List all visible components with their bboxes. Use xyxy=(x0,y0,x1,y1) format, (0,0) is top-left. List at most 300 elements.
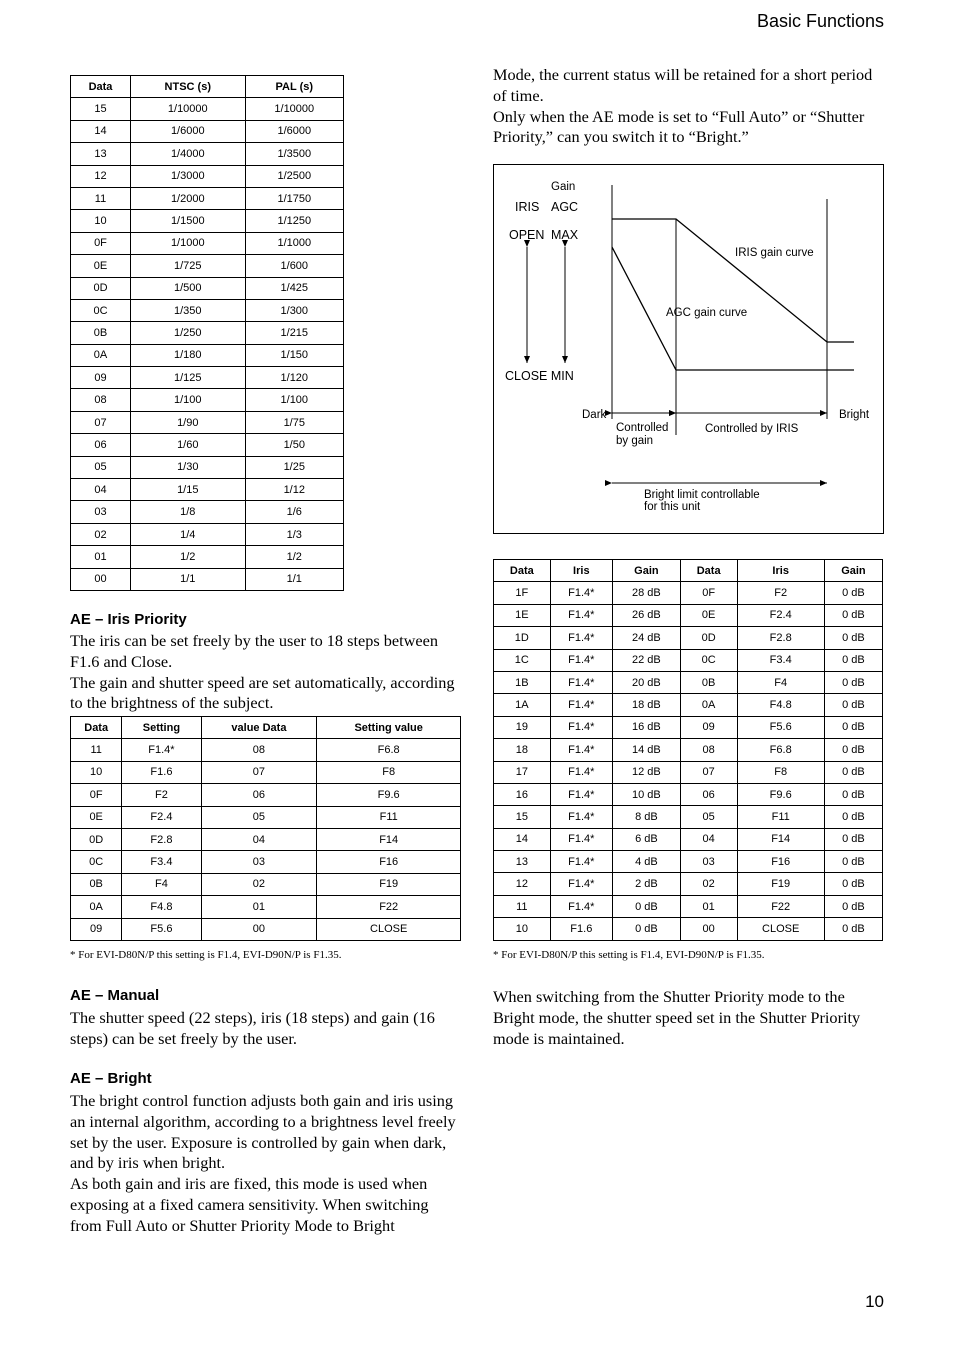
table-cell: 0D xyxy=(71,277,131,299)
column-header: Iris xyxy=(737,560,824,582)
table-cell: 14 xyxy=(71,120,131,142)
table-cell: 0F xyxy=(680,582,737,604)
table-cell: 04 xyxy=(201,828,317,850)
table-cell: 1F xyxy=(494,582,551,604)
table-row xyxy=(494,873,883,895)
table-cell: 1/100 xyxy=(245,389,343,411)
table-cell: 22 dB xyxy=(612,649,680,671)
table-row xyxy=(494,716,883,738)
table-cell: F14 xyxy=(317,828,461,850)
table-cell: 18 xyxy=(494,739,551,761)
table-cell: 0F xyxy=(71,784,122,806)
table-row xyxy=(71,165,344,187)
table-cell: 1/1 xyxy=(245,568,343,590)
table-cell: F8 xyxy=(317,761,461,783)
table-cell: F2.8 xyxy=(737,627,824,649)
table-cell: 08 xyxy=(71,389,131,411)
table-cell: 1/75 xyxy=(245,411,343,433)
column-header: Iris xyxy=(550,560,612,582)
table-cell: 16 xyxy=(494,783,551,805)
diagram-graphic xyxy=(494,165,885,535)
table-cell: 1/120 xyxy=(245,367,343,389)
table-cell: F9.6 xyxy=(317,784,461,806)
column-header: NTSC (s) xyxy=(130,76,245,98)
table-row xyxy=(71,873,461,895)
label-iris-curve: IRIS gain curve xyxy=(735,247,814,259)
table-cell: 0E xyxy=(680,604,737,626)
shutter-speed-table xyxy=(70,75,344,591)
table-cell: 0 dB xyxy=(824,828,882,850)
table-row xyxy=(71,828,461,850)
table-cell: 0B xyxy=(71,873,122,895)
table-cell: 0 dB xyxy=(824,873,882,895)
table-cell: 0E xyxy=(71,806,122,828)
table-cell: 04 xyxy=(680,828,737,850)
table-cell: F2.4 xyxy=(737,604,824,626)
table-cell: 0A xyxy=(71,896,122,918)
label-controlled-by-iris: Controlled by IRIS xyxy=(705,423,799,435)
table-cell: 1/25 xyxy=(245,456,343,478)
bright-mode-table xyxy=(493,559,883,941)
table-cell: 1/350 xyxy=(130,299,245,321)
table-cell: 02 xyxy=(680,873,737,895)
table-cell: 0 dB xyxy=(612,918,680,940)
table-cell: 02 xyxy=(201,873,317,895)
table-row xyxy=(71,255,344,277)
table-cell: 1/4 xyxy=(130,523,245,545)
table-row xyxy=(71,784,461,806)
table-cell: F1.4* xyxy=(550,761,612,783)
table-cell: 1/1250 xyxy=(245,210,343,232)
table-cell: F1.4* xyxy=(550,806,612,828)
iris-footnote: * For EVI-D80N/P this setting is F1.4, EVI-D90N/P is F1.35. xyxy=(70,949,342,961)
table-cell: 12 xyxy=(494,873,551,895)
table-cell: F16 xyxy=(317,851,461,873)
table-cell: 1/6 xyxy=(245,501,343,523)
table-cell: CLOSE xyxy=(737,918,824,940)
table-cell: 07 xyxy=(201,761,317,783)
table-cell: 11 xyxy=(494,895,551,917)
table-cell: 1C xyxy=(494,649,551,671)
table-cell: 20 dB xyxy=(612,671,680,693)
table-cell: F2 xyxy=(737,582,824,604)
table-cell: 6 dB xyxy=(612,828,680,850)
table-cell: 1/90 xyxy=(130,411,245,433)
table-row xyxy=(71,851,461,873)
table-cell: 1/50 xyxy=(245,434,343,456)
table-cell: 06 xyxy=(201,784,317,806)
table-cell: F1.6 xyxy=(550,918,612,940)
table-cell: 00 xyxy=(680,918,737,940)
table-cell: 00 xyxy=(201,918,317,940)
table-cell: F8 xyxy=(737,761,824,783)
table-row xyxy=(71,120,344,142)
table-cell: 1/2 xyxy=(130,546,245,568)
table-cell: 1/2500 xyxy=(245,165,343,187)
label-dark: Dark xyxy=(582,409,607,421)
table-cell: 1/300 xyxy=(245,299,343,321)
table-cell: 0 dB xyxy=(824,739,882,761)
table-cell: F16 xyxy=(737,851,824,873)
label-open: OPEN xyxy=(509,228,545,242)
table-cell: 1/4000 xyxy=(130,143,245,165)
table-cell: 0A xyxy=(71,344,131,366)
table-row xyxy=(71,367,344,389)
table-cell: 1/3000 xyxy=(130,165,245,187)
iris-gain-curve xyxy=(612,219,854,342)
table-row xyxy=(494,582,883,604)
table-cell: 09 xyxy=(680,716,737,738)
table-cell: F2 xyxy=(122,784,201,806)
table-cell: 11 xyxy=(71,739,122,761)
table-row xyxy=(71,411,344,433)
table-cell: F1.4* xyxy=(550,582,612,604)
table-cell: 0 dB xyxy=(824,851,882,873)
table-cell: 1/2 xyxy=(245,546,343,568)
table-cell: 0C xyxy=(71,299,131,321)
table-cell: F2.4 xyxy=(122,806,201,828)
table-cell: 08 xyxy=(680,739,737,761)
table-cell: 0 dB xyxy=(824,582,882,604)
table-row xyxy=(71,479,344,501)
table-cell: 15 xyxy=(494,806,551,828)
table-cell: 0F xyxy=(71,232,131,254)
table-cell: 07 xyxy=(71,411,131,433)
table-cell: F4 xyxy=(737,671,824,693)
table-cell: 1/3 xyxy=(245,523,343,545)
table-cell: 0 dB xyxy=(824,694,882,716)
table-cell: 0 dB xyxy=(824,604,882,626)
table-row xyxy=(494,649,883,671)
table-cell: F1.4* xyxy=(122,739,201,761)
table-row xyxy=(71,143,344,165)
column-header: Gain xyxy=(824,560,882,582)
table-cell: 08 xyxy=(201,739,317,761)
table-cell: 1D xyxy=(494,627,551,649)
label-agc-curve: AGC gain curve xyxy=(666,307,748,319)
table-cell: 0E xyxy=(71,255,131,277)
table-cell: F1.4* xyxy=(550,649,612,671)
table-cell: F1.4* xyxy=(550,604,612,626)
table-row xyxy=(71,434,344,456)
label-controlled-by-gain-2: by gain xyxy=(616,435,654,447)
table-row xyxy=(71,344,344,366)
table-cell: 0A xyxy=(680,694,737,716)
table-cell: 06 xyxy=(71,434,131,456)
table-cell: 18 dB xyxy=(612,694,680,716)
table-cell: F1.4* xyxy=(550,739,612,761)
table-row xyxy=(71,389,344,411)
table-cell: 1/6000 xyxy=(130,120,245,142)
table-cell: 1/10000 xyxy=(130,98,245,120)
label-bright: Bright xyxy=(839,409,870,421)
table-cell: F2.8 xyxy=(122,828,201,850)
paragraph: As both gain and iris are fixed, this mode is used when exposing at a fixed camera sensitivity. When switching from Full Auto or Shutter Priority Mode to Bright xyxy=(70,1174,429,1235)
table-cell: 1/250 xyxy=(130,322,245,344)
page-header: Basic Functions xyxy=(756,11,884,31)
table-cell: 19 xyxy=(494,716,551,738)
bright-control-diagram xyxy=(493,164,884,534)
table-cell: 1/6000 xyxy=(245,120,343,142)
table-cell: 14 xyxy=(494,828,551,850)
label-close-min: CLOSE MIN xyxy=(505,369,574,383)
table-cell: 01 xyxy=(71,546,131,568)
table-row xyxy=(71,98,344,120)
table-cell: 1/150 xyxy=(245,344,343,366)
table-row xyxy=(71,739,461,761)
column-header: Gain xyxy=(612,560,680,582)
table-cell: 04 xyxy=(71,479,131,501)
table-header-row xyxy=(71,717,461,739)
table-cell: 0C xyxy=(680,649,737,671)
table-cell: 12 xyxy=(71,165,131,187)
table-cell: 28 dB xyxy=(612,582,680,604)
table-cell: F19 xyxy=(317,873,461,895)
table-cell: 15 xyxy=(71,98,131,120)
table-cell: F1.4* xyxy=(550,671,612,693)
table-cell: 1/1000 xyxy=(245,232,343,254)
table-row xyxy=(71,232,344,254)
paragraph: Only when the AE mode is set to “Full Auto” or “Shutter Priority,” can you switch it to “Bright.” xyxy=(493,106,865,147)
table-cell: 0 dB xyxy=(824,783,882,805)
table-row xyxy=(494,828,883,850)
table-cell: 1/12 xyxy=(245,479,343,501)
table-cell: 1/425 xyxy=(245,277,343,299)
table-cell: 13 xyxy=(71,143,131,165)
bright-footnote: * For EVI-D80N/P this setting is F1.4, EVI-D90N/P is F1.35. xyxy=(493,949,765,961)
table-cell: 0 dB xyxy=(824,649,882,671)
table-cell: 12 dB xyxy=(612,761,680,783)
table-cell: 11 xyxy=(71,187,131,209)
label-max: MAX xyxy=(551,228,579,242)
table-cell: F1.4* xyxy=(550,828,612,850)
closing-text xyxy=(493,987,885,1049)
table-row xyxy=(71,187,344,209)
table-cell: 1/1000 xyxy=(130,232,245,254)
table-cell: F1.6 xyxy=(122,761,201,783)
table-cell: 00 xyxy=(71,568,131,590)
column-header: Setting xyxy=(122,717,201,739)
table-cell: F3.4 xyxy=(122,851,201,873)
table-cell: 05 xyxy=(201,806,317,828)
label-bright-limit-2: for this unit xyxy=(644,501,701,513)
table-cell: 1/10000 xyxy=(245,98,343,120)
table-cell: F5.6 xyxy=(737,716,824,738)
table-cell: F5.6 xyxy=(122,918,201,940)
manual-heading: AE – Manual xyxy=(70,987,160,1004)
table-cell: 01 xyxy=(680,895,737,917)
table-cell: 0 dB xyxy=(824,716,882,738)
table-cell: 1B xyxy=(494,671,551,693)
table-cell: F1.4* xyxy=(550,895,612,917)
column-header: value Data xyxy=(201,717,317,739)
label-agc: AGC xyxy=(551,200,579,214)
table-cell: 1/500 xyxy=(130,277,245,299)
table-cell: F11 xyxy=(737,806,824,828)
column-header: Setting value xyxy=(317,717,461,739)
table-row xyxy=(71,299,344,321)
paragraph: The gain and shutter speed are set automatically, according to the brightness of the subject. xyxy=(70,672,455,713)
table-cell: F1.4* xyxy=(550,783,612,805)
table-row xyxy=(494,918,883,940)
bright-text xyxy=(70,1091,462,1237)
table-cell: 17 xyxy=(494,761,551,783)
table-cell: 24 dB xyxy=(612,627,680,649)
table-cell: F19 xyxy=(737,873,824,895)
paragraph: When switching from the Shutter Priority mode to the Bright mode, the shutter speed set in the Shutter Priority mode is maintained. xyxy=(493,987,861,1048)
table-row xyxy=(71,761,461,783)
table-cell: 0 dB xyxy=(612,895,680,917)
table-cell: 4 dB xyxy=(612,851,680,873)
table-cell: F6.8 xyxy=(737,739,824,761)
table-cell: 2 dB xyxy=(612,873,680,895)
table-cell: 09 xyxy=(71,367,131,389)
label-iris: IRIS xyxy=(515,200,540,214)
paragraph: The shutter speed (22 steps), iris (18 steps) and gain (16 steps) can be set freely by the user. xyxy=(70,1008,435,1048)
table-cell: 03 xyxy=(680,851,737,873)
bright-heading: AE – Bright xyxy=(70,1070,152,1087)
table-cell: 1/8 xyxy=(130,501,245,523)
table-row xyxy=(494,761,883,783)
table-cell: 0 dB xyxy=(824,761,882,783)
column-header: Data xyxy=(680,560,737,582)
table-cell: 1/60 xyxy=(130,434,245,456)
table-cell: 03 xyxy=(201,851,317,873)
table-cell: 26 dB xyxy=(612,604,680,626)
table-cell: F6.8 xyxy=(317,739,461,761)
paragraph: Mode, the current status will be retained for a short period of time. xyxy=(493,65,873,105)
table-cell: 0 dB xyxy=(824,806,882,828)
table-cell: 1/180 xyxy=(130,344,245,366)
table-row xyxy=(494,627,883,649)
table-cell: 1/600 xyxy=(245,255,343,277)
table-cell: 0D xyxy=(71,828,122,850)
table-cell: 16 dB xyxy=(612,716,680,738)
table-row xyxy=(71,523,344,545)
table-cell: 1/1500 xyxy=(130,210,245,232)
table-cell: F22 xyxy=(317,896,461,918)
table-cell: 01 xyxy=(201,896,317,918)
table-cell: 1/215 xyxy=(245,322,343,344)
table-row xyxy=(494,806,883,828)
table-cell: 13 xyxy=(494,851,551,873)
table-row xyxy=(494,783,883,805)
table-cell: 10 xyxy=(494,918,551,940)
table-row xyxy=(71,918,461,940)
table-cell: 09 xyxy=(71,918,122,940)
table-cell: 1/15 xyxy=(130,479,245,501)
table-row xyxy=(71,501,344,523)
column-header: Data xyxy=(71,76,131,98)
table-cell: 0B xyxy=(71,322,131,344)
table-cell: 1/1750 xyxy=(245,187,343,209)
paragraph: The iris can be set freely by the user to 18 steps between F1.6 and Close. xyxy=(70,631,439,671)
label-bright-limit-1: Bright limit controllable xyxy=(644,489,760,501)
table-cell: 1/3500 xyxy=(245,143,343,165)
table-cell: CLOSE xyxy=(317,918,461,940)
table-cell: 10 xyxy=(71,210,131,232)
table-cell: 0 dB xyxy=(824,895,882,917)
paragraph: The bright control function adjusts both gain and iris using an internal algorithm, according to a brightness level freely set by the user. Exposure is controlled by gain when dark, and by iris when bright. xyxy=(70,1091,456,1173)
table-cell: 0 dB xyxy=(824,918,882,940)
table-cell: 06 xyxy=(680,783,737,805)
table-row xyxy=(494,739,883,761)
table-cell: 1A xyxy=(494,694,551,716)
table-cell: F3.4 xyxy=(737,649,824,671)
table-cell: 05 xyxy=(680,806,737,828)
column-header: PAL (s) xyxy=(245,76,343,98)
table-row xyxy=(71,277,344,299)
table-cell: 8 dB xyxy=(612,806,680,828)
table-row xyxy=(71,546,344,568)
table-cell: F1.4* xyxy=(550,873,612,895)
table-cell: F1.4* xyxy=(550,851,612,873)
label-gain: Gain xyxy=(551,181,576,193)
table-cell: F1.4* xyxy=(550,694,612,716)
table-cell: F9.6 xyxy=(737,783,824,805)
table-cell: F11 xyxy=(317,806,461,828)
table-cell: 1/2000 xyxy=(130,187,245,209)
table-cell: 02 xyxy=(71,523,131,545)
table-cell: 1/1 xyxy=(130,568,245,590)
table-row xyxy=(71,456,344,478)
table-cell: F14 xyxy=(737,828,824,850)
table-cell: 0B xyxy=(680,671,737,693)
table-row xyxy=(71,806,461,828)
table-cell: 1/100 xyxy=(130,389,245,411)
table-cell: F1.4* xyxy=(550,716,612,738)
table-cell: F4 xyxy=(122,873,201,895)
table-cell: 1/30 xyxy=(130,456,245,478)
table-cell: 10 xyxy=(71,761,122,783)
iris-priority-table xyxy=(70,716,461,941)
table-cell: 10 dB xyxy=(612,783,680,805)
table-cell: 07 xyxy=(680,761,737,783)
table-cell: 1E xyxy=(494,604,551,626)
table-cell: 1/125 xyxy=(130,367,245,389)
column-header: Data xyxy=(71,717,122,739)
page-number: 10 xyxy=(865,1292,884,1311)
table-row xyxy=(494,851,883,873)
table-cell: 0C xyxy=(71,851,122,873)
column-header: Data xyxy=(494,560,551,582)
table-cell: 0 dB xyxy=(824,671,882,693)
table-cell: F4.8 xyxy=(122,896,201,918)
table-row xyxy=(494,895,883,917)
table-header-row xyxy=(71,76,344,98)
table-row xyxy=(71,568,344,590)
iris-priority-text xyxy=(70,631,460,714)
table-row xyxy=(494,671,883,693)
iris-priority-heading: AE – Iris Priority xyxy=(70,611,187,628)
table-cell: 05 xyxy=(71,456,131,478)
table-header-row xyxy=(494,560,883,582)
table-cell: 1/725 xyxy=(130,255,245,277)
table-cell: F4.8 xyxy=(737,694,824,716)
table-cell: F22 xyxy=(737,895,824,917)
table-row xyxy=(494,604,883,626)
table-cell: 14 dB xyxy=(612,739,680,761)
table-cell: 03 xyxy=(71,501,131,523)
table-row xyxy=(71,322,344,344)
table-cell: 0 dB xyxy=(824,627,882,649)
label-controlled-by-gain-1: Controlled xyxy=(616,422,669,434)
table-row xyxy=(71,896,461,918)
table-row xyxy=(494,694,883,716)
table-cell: F1.4* xyxy=(550,627,612,649)
manual-text xyxy=(70,1008,460,1050)
table-cell: 0D xyxy=(680,627,737,649)
